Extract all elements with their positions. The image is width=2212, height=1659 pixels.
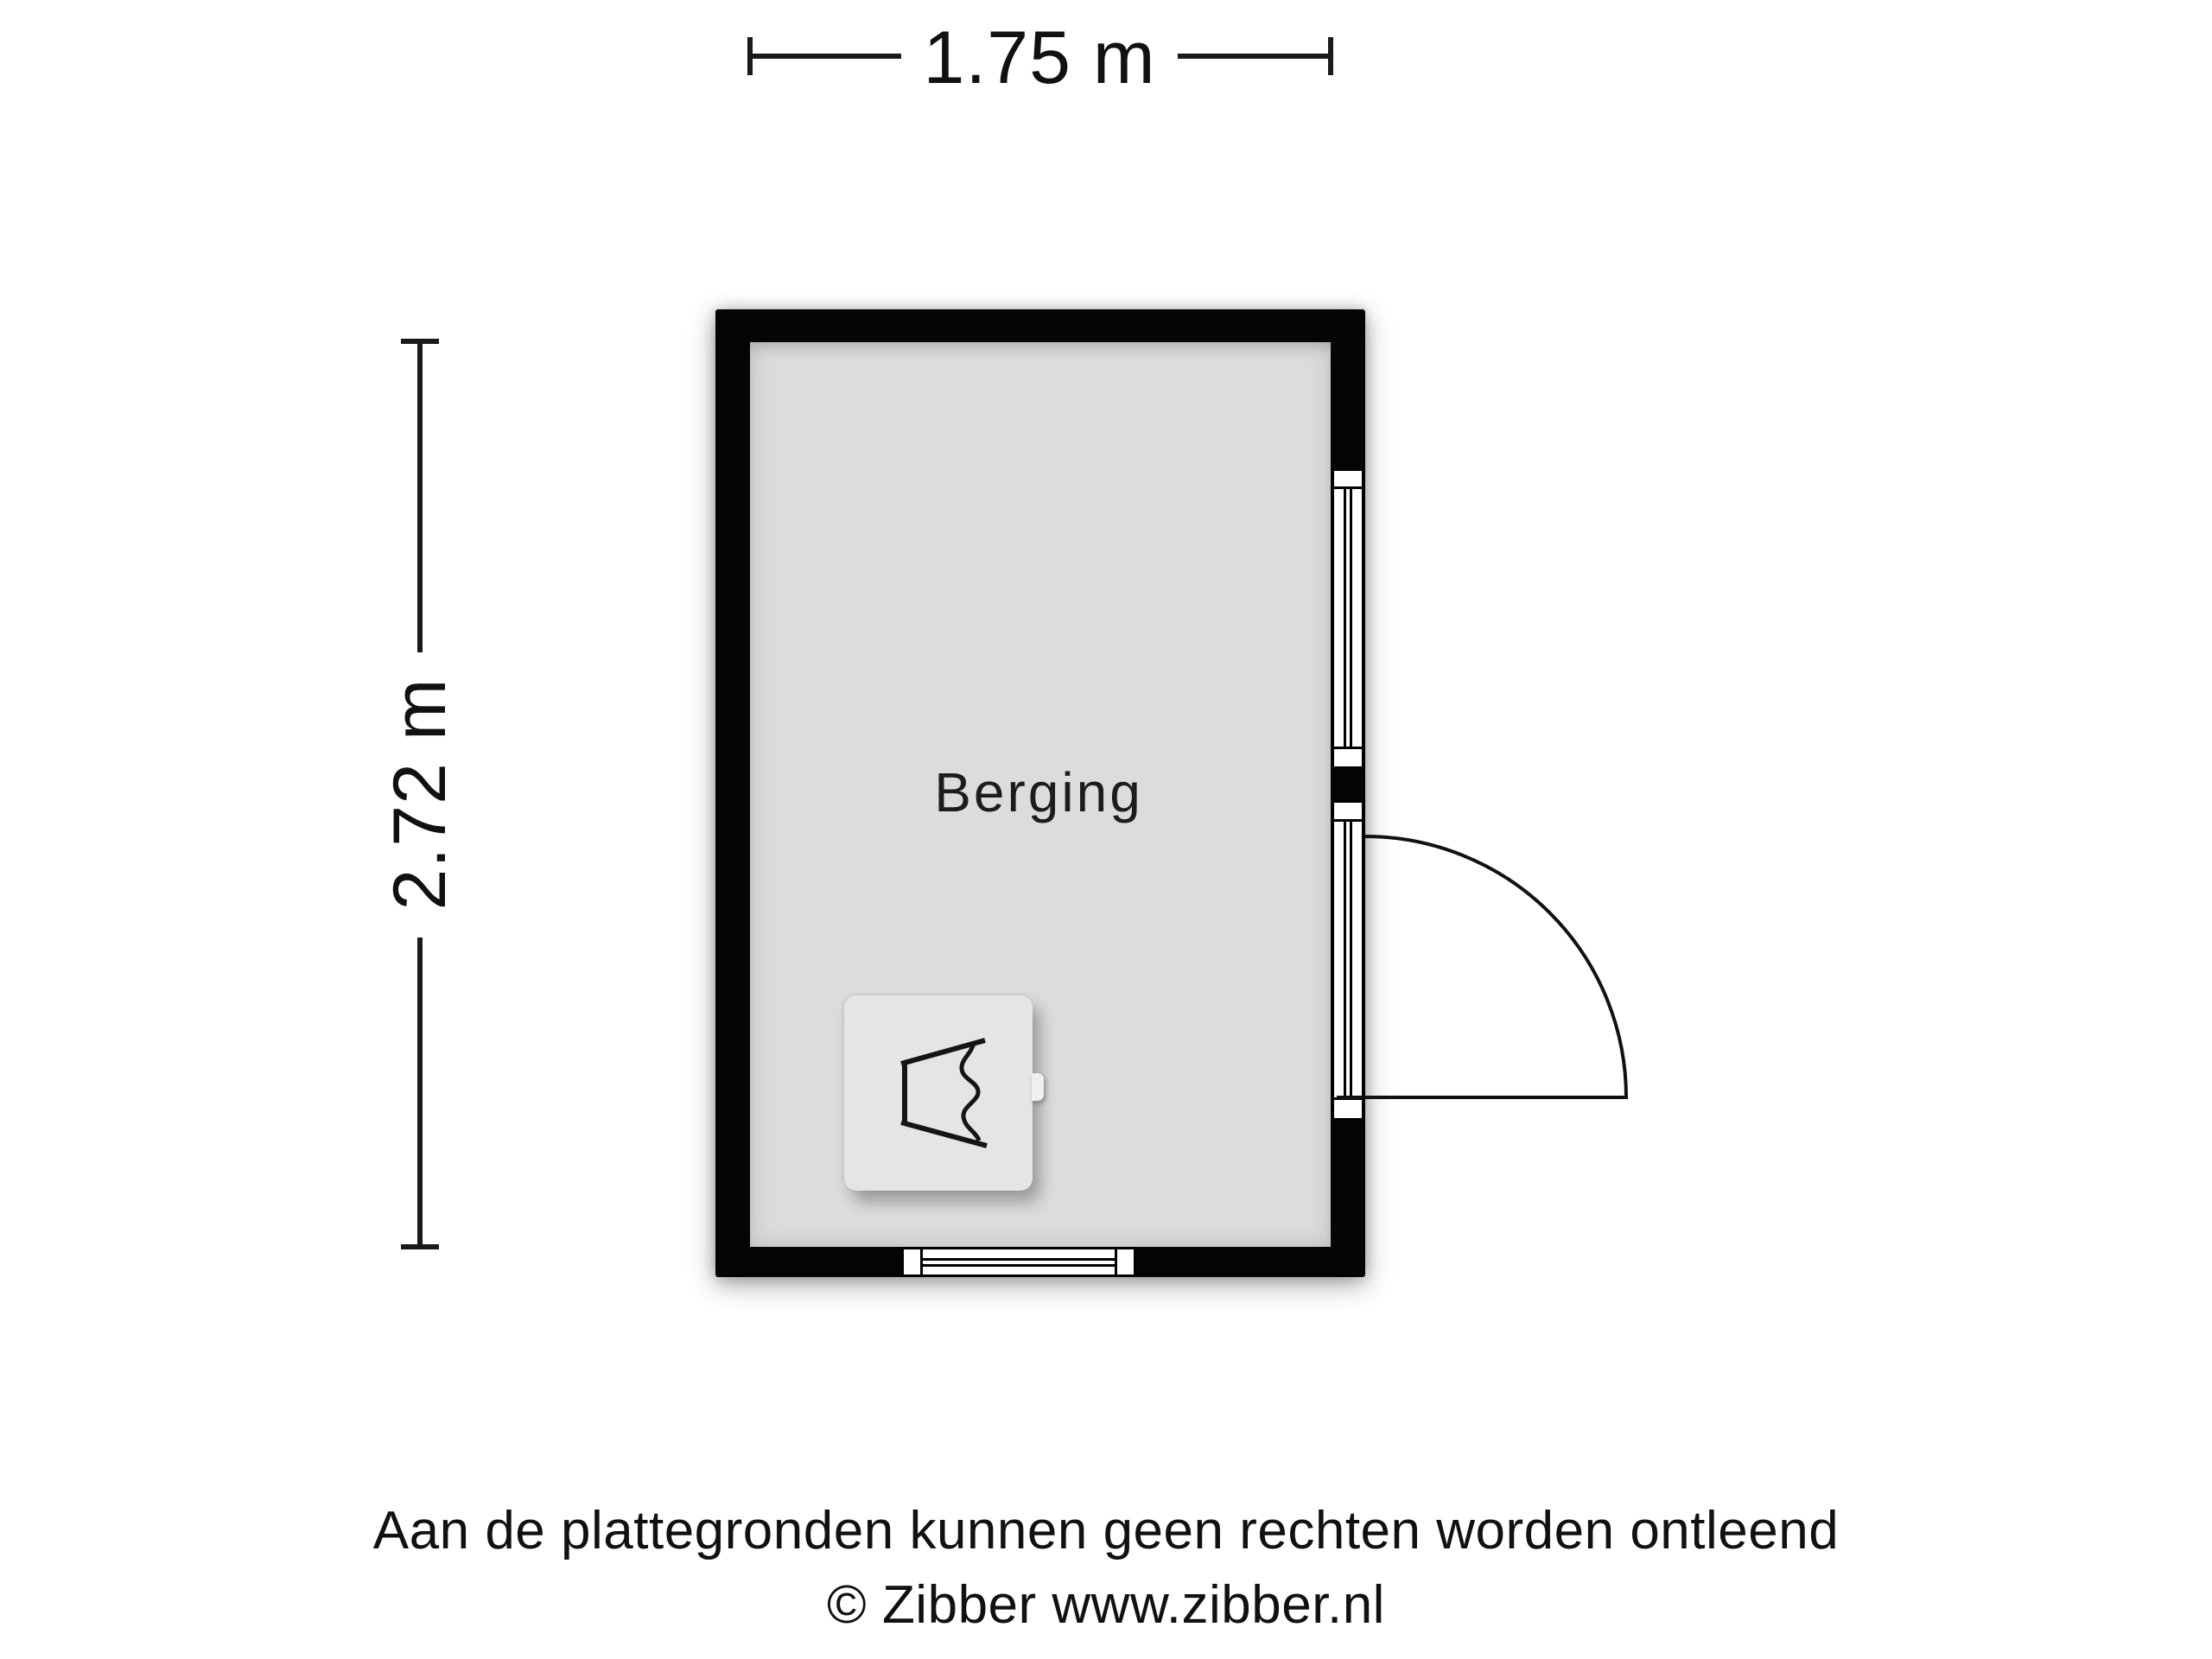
disclaimer-text: Aan de plattegronden kunnen geen rechten worden ontleend <box>372 1501 1840 1560</box>
room-label: Berging <box>934 761 1143 823</box>
width-dimension-label: 1.75 m <box>923 16 1156 99</box>
copyright-text: © Zibber www.zibber.nl <box>827 1575 1385 1635</box>
height-dimension-label: 2.72 m <box>378 677 461 911</box>
sink-faucet-tab <box>1032 1073 1044 1101</box>
sink-icon <box>890 1028 1002 1158</box>
